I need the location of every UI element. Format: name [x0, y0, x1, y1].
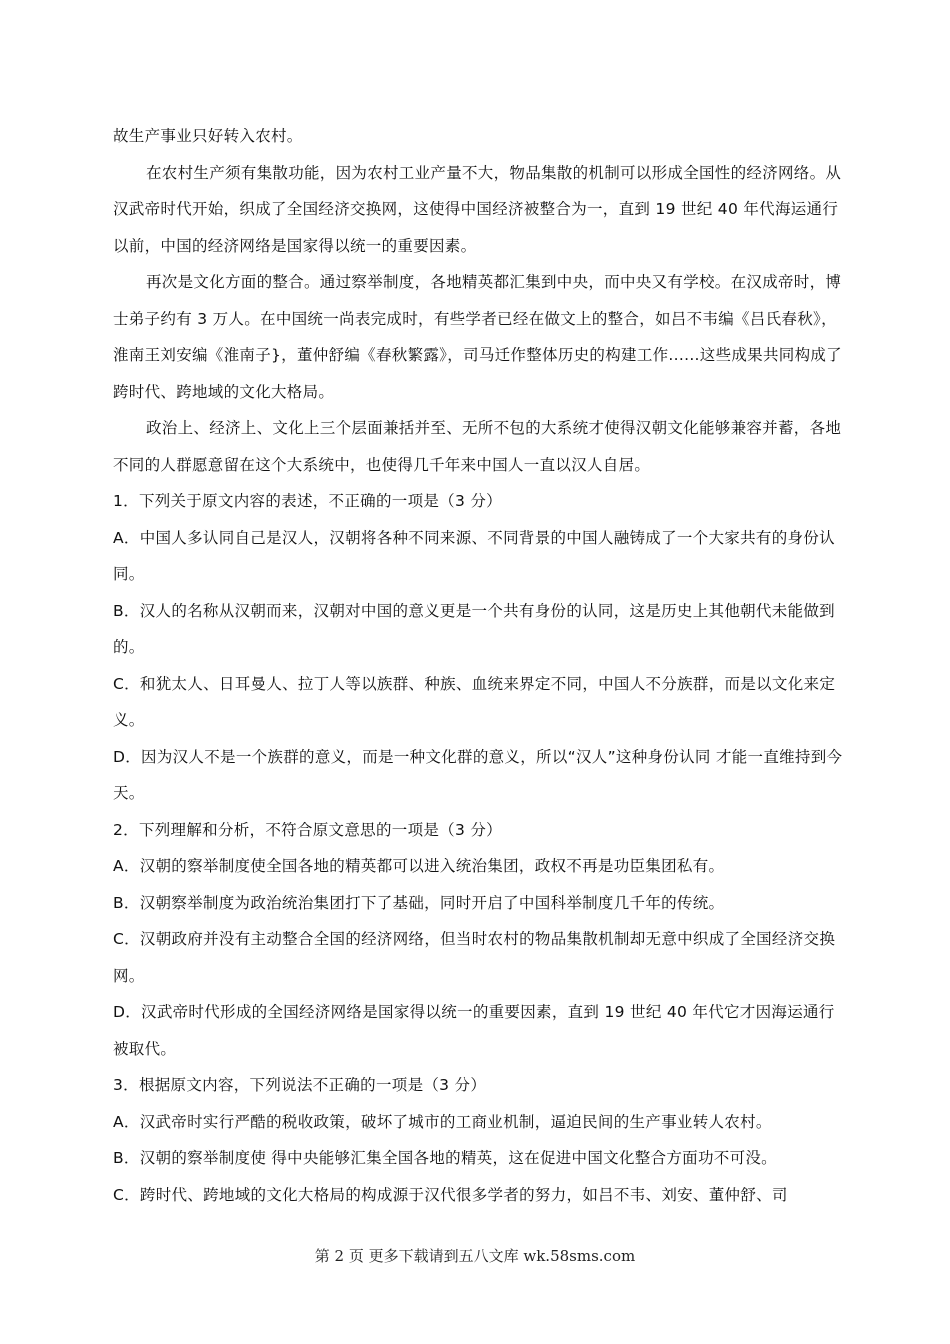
question-2-stem: 2．下列理解和分析，不符合原文意思的一项是（3 分）: [113, 820, 502, 839]
question-2-option-b: B．汉朝察举制度为政治统治集团打下了基础，同时开启了中国科举制度几千年的传统。: [113, 893, 725, 912]
question-3-option-a: A．汉武帝时实行严酷的税收政策，破坏了城市的工商业机制，逼迫民间的生产事业转人农村。: [113, 1112, 772, 1131]
paragraph-continuation: 故生产事业只好转入农村。: [113, 127, 303, 145]
question-2-option-a: A．汉朝的察举制度使全国各地的精英都可以进入统治集团，政权不再是功臣集团私有。: [113, 857, 725, 875]
paragraph-summary: 政治上、经济上、文化上三个层面兼括并至、无所不包的大系统才使得汉朝文化能够兼容并蓄，各地不同的人群愿意留在这个大系统中，也使得几千年来中国人一直以汉人自居。: [113, 419, 842, 474]
paragraph-economy: 在农村生产须有集散功能，因为农村工业产量不大，物品集散的机制可以形成全国性的经济网络。从汉武帝时代开始，织成了全国经济交换网，这使得中国经济被整合为一，直到 19 世纪 40 年代海运通行以前，中国的经济网络是国家得以统一的重要因素。: [113, 163, 842, 255]
question-1-option-d: D．因为汉人不是一个族群的意义，而是一种文化群的意义，所以“汉人”这种身份认同 才能一直维持到今天。: [113, 747, 843, 802]
paragraph-culture: 再次是文化方面的整合。通过察举制度，各地精英都汇集到中央，而中央又有学校。在汉成帝时，博士弟子约有 3 万人。在中国统一尚表完成时，有些学者已经在做文上的整合，如吕不韦编《吕氏春秋》，淮南王刘安编《淮南子}，董仲舒编《春秋繁露》，司马迁作整体历史的构建工作......这些成果共同构成了跨时代、跨地域的文化大格局。: [113, 273, 842, 401]
question-1-stem: 1．下列关于原文内容的表述，不正确的一项是（3 分）: [113, 492, 502, 510]
question-1-option-b: B．汉人的名称从汉朝而来，汉朝对中国的意义更是一个共有身份的认同，这是历史上其他朝代未能做到的。: [113, 601, 835, 656]
page-footer: 第 2 页 更多下载请到五八文库 wk.58sms.com: [314, 1247, 636, 1265]
question-3-option-b: B．汉朝的察举制度使 得中央能够汇集全国各地的精英，这在促进中国文化整合方面功不可没。: [113, 1149, 777, 1167]
question-3-option-c: C．跨时代、跨地域的文化大格局的构成源于汉代很多学者的努力，如吕不韦、刘安、董仲舒、司: [113, 1185, 788, 1204]
question-2-option-c: C．汉朝政府并没有主动整合全国的经济网络，但当时农村的物品集散机制却无意中织成了全国经济交换网。: [113, 930, 836, 985]
question-1-option-a: A．中国人多认同自己是汉人，汉朝将各种不同来源、不同背景的中国人融铸成了一个大家共有的身份认同。: [113, 528, 835, 583]
question-2-option-d: D．汉武帝时代形成的全国经济网络是国家得以统一的重要因素，直到 19 世纪 40 年代它才因海运通行被取代。: [113, 1003, 835, 1058]
question-1-option-c: C．和犹太人、日耳曼人、拉丁人等以族群、种族、血统来界定不同，中国人不分族群，而是以文化来定义。: [113, 674, 836, 729]
question-3-stem: 3．根据原文内容，下列说法不正确的一项是（3 分）: [113, 1076, 487, 1094]
document-body: [113, 118, 843, 1213]
